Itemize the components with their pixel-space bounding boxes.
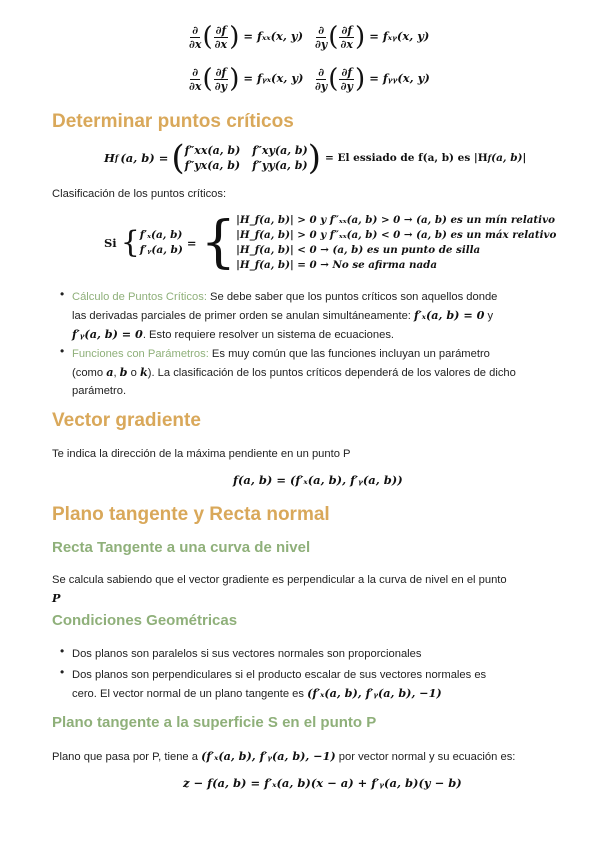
tangent-plane-text: Plano que pasa por P, tiene a (f′ₓ(a, b), f′ᵧ(a, b), −1) por vector normal y su ecuación es:	[52, 749, 516, 763]
case-none: |H_f(a, b)| = 0 → No se afirma nada	[236, 259, 438, 271]
bullet-critical-calc: Cálculo de Puntos Críticos: Se debe saber que los puntos críticos son aquellos donde las derivadas parciales de primer orden se anulan simultáneamente: f′ₓ(a, b) = 0 y f′ᵧ(a, b) = 0. Esto requiere resolver un sistema de ecuaciones.	[72, 291, 498, 341]
bullet-dot: •	[60, 644, 65, 658]
case-saddle: |H_f(a, b)| < 0 → (a, b) es un punto de silla	[236, 244, 481, 256]
heading-tangent-plane: Plano tangente y Recta normal	[52, 504, 330, 525]
gradient-text: Te indica la dirección de la máxima pendiente en un punto P	[52, 448, 351, 460]
bullet-parallel-planes: Dos planos son paralelos si sus vectores normales son proporcionales	[72, 648, 422, 660]
tangent-line-text: Se calcula sabiendo que el vector gradiente es perpendicular a la curva de nivel en el punto P	[52, 574, 507, 605]
heading-gradient: Vector gradiente	[52, 410, 201, 431]
bullet-perpendicular-planes: Dos planos son perpendiculares si el producto escalar de sus vectores normales es cero. El vector normal de un plano tangente es (f′ₓ(a, b), f′ᵧ(a, b), −1)	[72, 669, 487, 700]
subheading-geometric-conditions: Condiciones Geométricas	[52, 612, 238, 629]
case-max: |H_f(a, b)| > 0 y f″ₓₓ(a, b) < 0 → (a, b) es un máx relativo	[236, 229, 557, 241]
eq-fxy: $\frac{\partial}{\partial y}$ ( $\frac{\partial f}{\partial x}$ ) = fₓᵧ(x, y)	[315, 22, 430, 52]
hessian-equation: H f (a, b) = ( f″xx(a, b) f″xy(a, b) f″yx(a, b) f″yy(a, b) ) = El essiado de f(a, b) es |H f (a, b)|	[104, 138, 527, 178]
subheading-tangent-line: Recta Tangente a una curva de nivel	[52, 539, 311, 556]
bullet-dot: •	[60, 665, 65, 679]
eq-fyx-rhs: = fᵧₓ(x, y)	[243, 71, 304, 85]
eq-fxx: $\frac{\partial}{\partial x}$ ( $\frac{\partial f}{\partial x}$ ) = fₓₓ(x, y)	[189, 22, 304, 52]
bullet-parameters: Funciones con Parámetros: Es muy común que las funciones incluyan un parámetro (como a, b o k). La clasificación de los puntos críticos dependerá de los valores de dicho parámetro.	[72, 348, 516, 397]
eq-fxy-rhs: = fₓᵧ(x, y)	[369, 29, 430, 43]
classification-label: Clasificación de los puntos críticos:	[52, 188, 227, 200]
bullet-dot: •	[60, 344, 65, 358]
heading-critical-points: Determinar puntos críticos	[52, 111, 294, 132]
gradient-equation: f(a, b) = (f′ₓ(a, b), f′ᵧ(a, b))	[233, 473, 403, 487]
eq-fyy-rhs: = fᵧᵧ(x, y)	[369, 71, 430, 85]
eq-fyx: $\frac{\partial}{\partial x}$ ( $\frac{\partial f}{\partial y}$ ) = fᵧₓ(x, y)	[189, 64, 304, 94]
bullet-dot: •	[60, 287, 65, 301]
eq-fxx-rhs: = fₓₓ(x, y)	[243, 29, 304, 43]
tangent-plane-equation: z − f(a, b) = f′ₓ(a, b)(x − a) + f′ᵧ(a, b)(y − b)	[183, 776, 462, 790]
classification-system: Si { f′ₓ(a, b) f′ᵧ(a, b) = { |H_f(a, b)| > 0 y f″ₓₓ(a, b) > 0 → (a, b) es un mín relativo |H_f(a, b)| > 0 y f″ₓₓ(a, b) < 0 → (a, b) es un máx relativo |H_f(a, b)| < 0 → (a, b) es un punto de silla |H_f(a, b)| = 0 → No se afirma nada	[104, 210, 557, 275]
subheading-tangent-plane-surface: Plano tangente a la superficie S en el punto P	[52, 714, 377, 731]
eq-fyy: $\frac{\partial}{\partial y}$ ( $\frac{\partial f}{\partial y}$ ) = fᵧᵧ(x, y)	[315, 64, 430, 94]
case-min: |H_f(a, b)| > 0 y f″ₓₓ(a, b) > 0 → (a, b) es un mín relativo	[236, 214, 555, 226]
hessian-matrix: f″xx(a, b) f″xy(a, b) f″yx(a, b) f″yy(a, b)	[184, 144, 308, 172]
